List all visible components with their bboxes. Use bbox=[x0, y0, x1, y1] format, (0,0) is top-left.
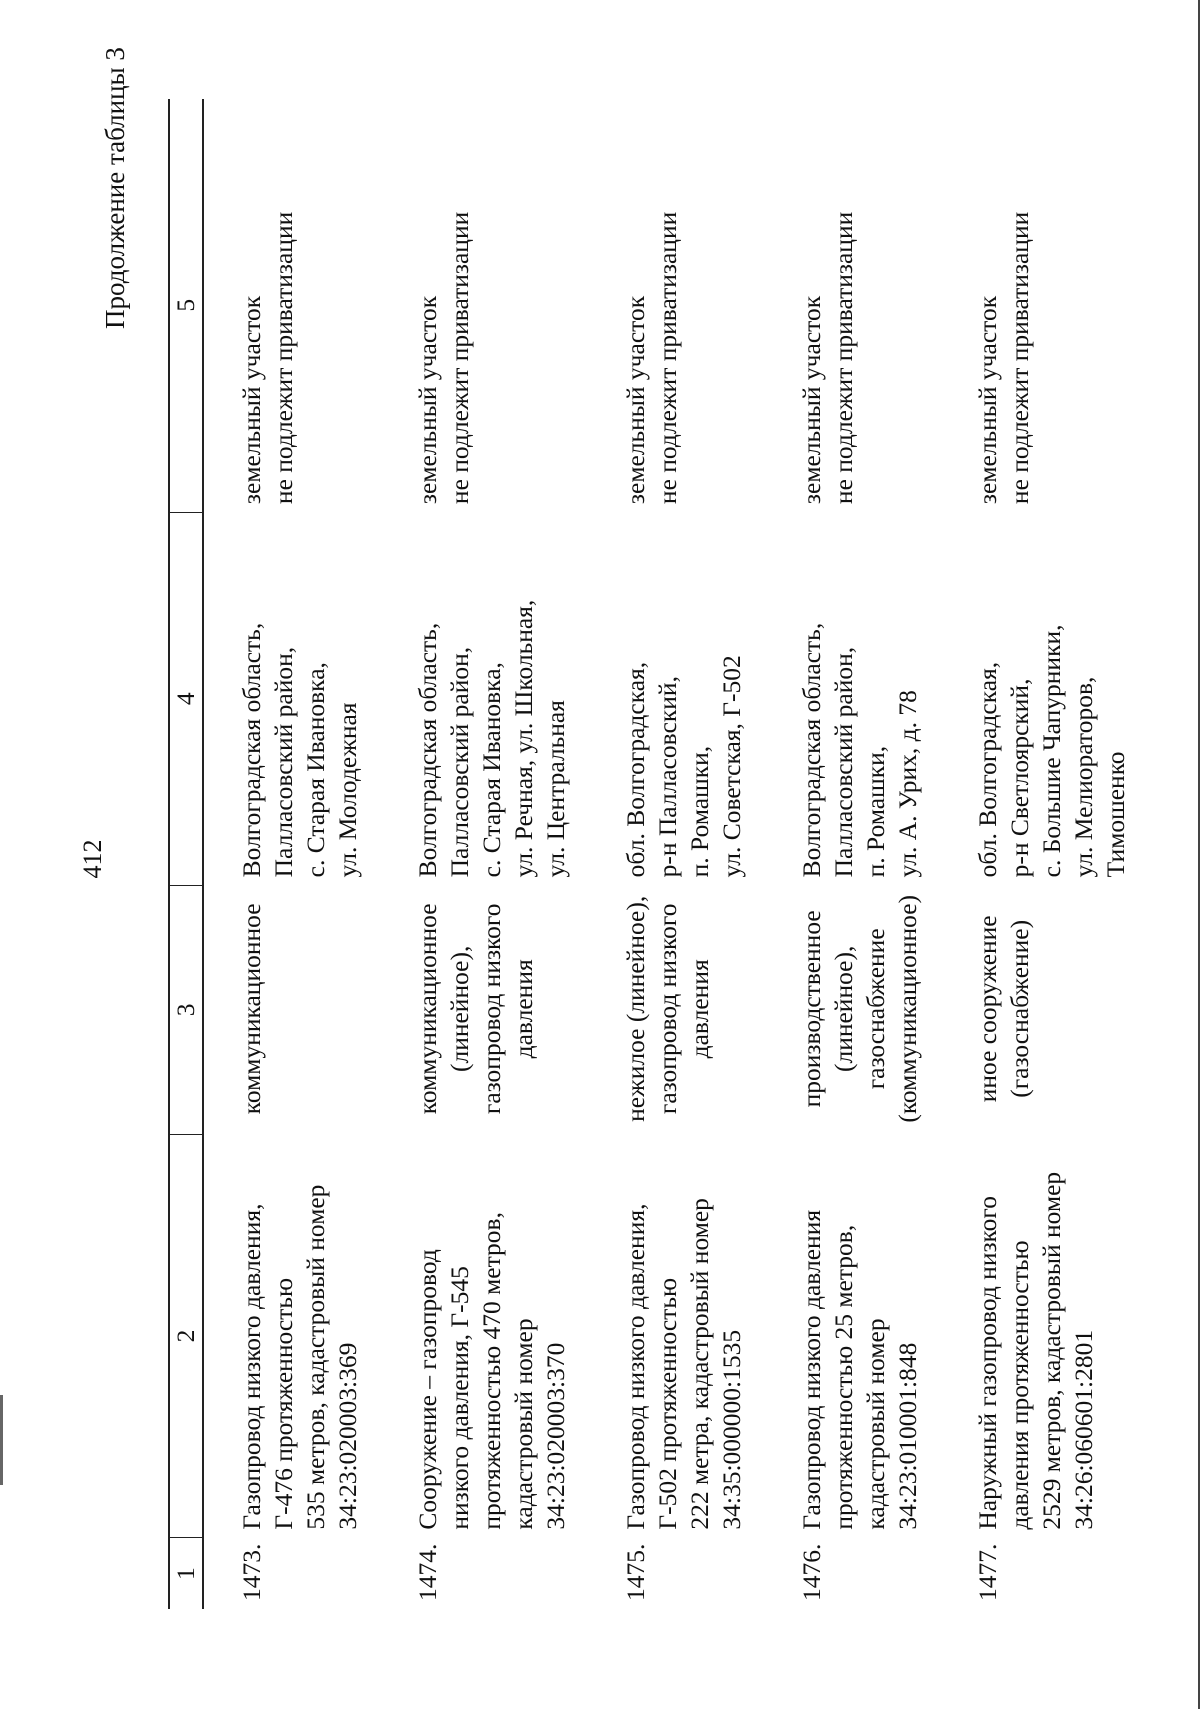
address-line: ул. Советская, Г-502 bbox=[717, 655, 746, 878]
object-type-line: газопровод низкого bbox=[477, 903, 506, 1115]
row-number: 1475. bbox=[621, 1543, 650, 1601]
column-header-5: 5 bbox=[169, 99, 203, 512]
object-name-line: Г-502 протяженностью bbox=[653, 1277, 682, 1530]
object-type-line: (газоснабжение) bbox=[1005, 919, 1034, 1098]
object-type-line: нежилое (линейное), bbox=[621, 895, 650, 1122]
object-name-line: протяженностью 25 метров, bbox=[829, 1224, 858, 1530]
address-cell bbox=[412, 512, 620, 885]
object-name-line: давления протяженностью bbox=[1005, 1240, 1034, 1530]
object-type-cell bbox=[412, 885, 620, 1134]
address-cell bbox=[620, 512, 796, 885]
row-number: 1476. bbox=[797, 1543, 826, 1601]
object-name-line: 34:23:010001:848 bbox=[893, 1342, 922, 1530]
address-line: с. Старая Ивановка, bbox=[301, 662, 330, 878]
object-name-line: кадастровый номер bbox=[861, 1318, 890, 1530]
object-name-cell bbox=[412, 1134, 620, 1537]
object-name-line: 2529 метров, кадастровый номер bbox=[1037, 1171, 1066, 1530]
address-line: р-н Светлоярский, bbox=[1005, 678, 1034, 878]
address-line: Палласовский район, bbox=[269, 646, 298, 878]
address-line: с. Старая Ивановка, bbox=[477, 662, 506, 878]
note-cell bbox=[972, 99, 1180, 512]
note-line: не подлежит приватизации bbox=[829, 211, 858, 505]
object-type-line: производственное bbox=[797, 910, 826, 1108]
address-line: Палласовский район, bbox=[445, 646, 474, 878]
column-header-1: 1 bbox=[169, 1538, 203, 1609]
note-cell bbox=[620, 99, 796, 512]
column-header-2: 2 bbox=[169, 1134, 203, 1537]
row-number: 1473. bbox=[237, 1543, 266, 1601]
address-line: ул. А. Урих, д. 78 bbox=[893, 690, 922, 878]
note-line: земельный участок bbox=[413, 295, 442, 505]
note-line: не подлежит приватизации bbox=[269, 211, 298, 505]
object-name-line: 34:26:060601:2801 bbox=[1069, 1329, 1098, 1530]
table-header-row bbox=[169, 99, 203, 1609]
address-line: Тимошенко bbox=[1101, 751, 1130, 878]
object-name-cell bbox=[203, 1134, 412, 1537]
object-name-line: 34:23:020003:370 bbox=[541, 1342, 570, 1530]
address-line: ул. Речная, ул. Школьная, bbox=[509, 599, 538, 878]
address-line: п. Ромашки, bbox=[861, 745, 890, 878]
object-type-line: (линейное), bbox=[829, 945, 858, 1073]
table-row bbox=[796, 99, 972, 1609]
object-type-cell bbox=[203, 885, 412, 1134]
object-name-line: кадастровый номер bbox=[509, 1318, 538, 1530]
note-line: не подлежит приватизации bbox=[445, 211, 474, 505]
address-line: с. Большие Чапурники, bbox=[1037, 624, 1066, 878]
object-name-line: 222 метра, кадастровый номер bbox=[685, 1198, 714, 1530]
object-name-cell bbox=[796, 1134, 972, 1537]
property-table bbox=[168, 99, 1180, 1609]
object-name-line: Газопровод низкого давления, bbox=[237, 1203, 266, 1530]
note-cell bbox=[412, 99, 620, 512]
table-row bbox=[412, 99, 620, 1609]
column-header-3: 3 bbox=[169, 885, 203, 1134]
note-cell bbox=[796, 99, 972, 512]
object-name-line: протяженностью 470 метров, bbox=[477, 1212, 506, 1530]
note-line: земельный участок bbox=[973, 295, 1002, 505]
object-type-line: газопровод низкого bbox=[653, 903, 682, 1115]
table-row bbox=[972, 99, 1180, 1609]
object-name-line: 34:35:000000:1535 bbox=[717, 1329, 746, 1530]
address-cell bbox=[203, 512, 412, 885]
address-line: ул. Центральная bbox=[541, 700, 570, 878]
table-row bbox=[620, 99, 796, 1609]
table-continuation-label: Продолжение таблицы 3 bbox=[100, 47, 130, 329]
object-type-line: иное сооружение bbox=[973, 915, 1002, 1103]
note-line: земельный участок bbox=[797, 295, 826, 505]
object-type-line: коммуникационное bbox=[237, 903, 266, 1115]
address-cell bbox=[796, 512, 972, 885]
object-type-line: газоснабжение bbox=[861, 928, 890, 1090]
address-line: обл. Волгоградская, bbox=[973, 661, 1002, 878]
note-line: не подлежит приватизации bbox=[653, 211, 682, 505]
object-name-line: Наружный газопровод низкого bbox=[973, 1196, 1002, 1530]
object-type-cell bbox=[972, 885, 1180, 1134]
object-name-line: Сооружение – газопровод bbox=[413, 1249, 442, 1530]
address-line: Волгоградская область, bbox=[797, 622, 826, 878]
object-name-line: Г-476 протяженностью bbox=[269, 1277, 298, 1530]
row-number: 1474. bbox=[413, 1543, 442, 1601]
note-line: земельный участок bbox=[621, 295, 650, 505]
note-line: не подлежит приватизации bbox=[1005, 211, 1034, 505]
column-header-4: 4 bbox=[169, 512, 203, 885]
object-name-line: 535 метров, кадастровый номер bbox=[301, 1184, 330, 1530]
object-name-line: Газопровод низкого давления bbox=[797, 1209, 826, 1530]
object-name-cell bbox=[620, 1134, 796, 1537]
object-name-line: низкого давления, Г-545 bbox=[445, 1266, 474, 1530]
note-line: земельный участок bbox=[237, 295, 266, 505]
address-line: р-н Палласовский, bbox=[653, 676, 682, 878]
page-number: 412 bbox=[78, 839, 107, 879]
object-type-line: давления bbox=[685, 959, 714, 1059]
object-type-line: (коммуникационное) bbox=[893, 894, 922, 1123]
object-name-line: 34:23:020003:369 bbox=[333, 1342, 362, 1530]
address-line: Палласовский район, bbox=[829, 646, 858, 878]
note-cell bbox=[203, 99, 412, 512]
table-row bbox=[203, 99, 412, 1609]
object-type-line: коммуникационное bbox=[413, 903, 442, 1115]
address-line: Волгоградская область, bbox=[413, 622, 442, 878]
object-type-line: давления bbox=[509, 959, 538, 1059]
object-type-line: (линейное), bbox=[445, 945, 474, 1073]
object-type-cell bbox=[796, 885, 972, 1134]
address-line: п. Ромашки, bbox=[685, 745, 714, 878]
address-line: ул. Мелиораторов, bbox=[1069, 676, 1098, 878]
address-cell bbox=[972, 512, 1180, 885]
row-number: 1477. bbox=[973, 1543, 1002, 1601]
object-name-line: Газопровод низкого давления, bbox=[621, 1203, 650, 1530]
object-type-cell bbox=[620, 885, 796, 1134]
address-line: ул. Молодежная bbox=[333, 702, 362, 878]
address-line: обл. Волгоградская, bbox=[621, 661, 650, 878]
address-line: Волгоградская область, bbox=[237, 622, 266, 878]
object-name-cell bbox=[972, 1134, 1180, 1537]
